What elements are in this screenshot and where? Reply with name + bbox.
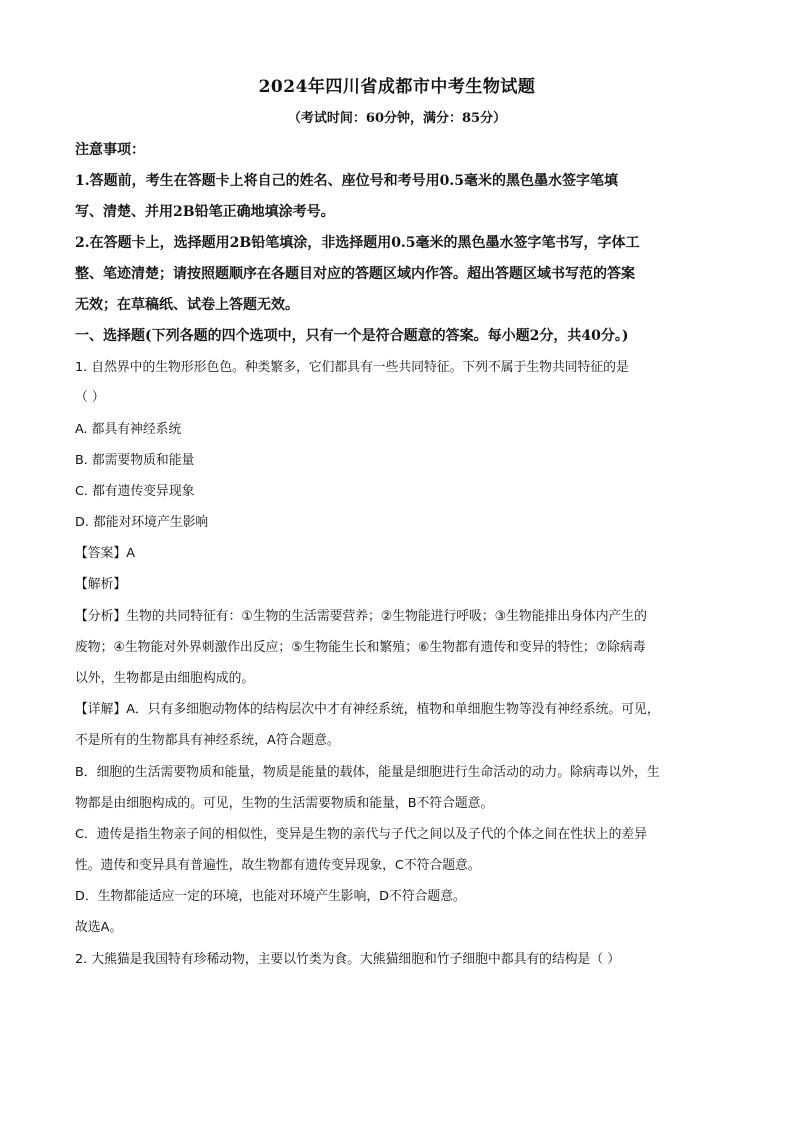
question-1-detail-line-6: 性。遗传和变异具有普遍性，故生物都有遗传变异现象，C不符合题意。 [75, 858, 481, 873]
answer-tag: 【答案】 [75, 546, 127, 561]
question-1-detail-line-2: 不是所有的生物都具有神经系统，A符合题意。 [75, 733, 340, 748]
question-1-detail-line-3: B．细胞的生活需要物质和能量，物质是能量的载体，能量是细胞进行生命活动的动力。除病毒以外，生 [75, 765, 660, 780]
question-1-option-b: B. 都需要物质和能量 [75, 453, 195, 468]
analysis-text: 生物的共同特征有：①生物的生活需要营养；②生物能进行呼吸；③生物能排出身体内产生的 [126, 609, 647, 624]
question-1-detail-line-5: C．遗传是指生物亲子间的相似性，变异是生物的亲代与子代之间以及子代的个体之间在性状上的差异 [75, 827, 647, 842]
question-1-conclusion: 故选A。 [75, 920, 123, 935]
question-1-analysis-line-2: 废物；④生物能对外界刺激作出反应；⑤生物能生长和繁殖；⑥生物都有遗传和变异的特性；⑦除病毒 [75, 640, 646, 655]
question-1-analysis-line-3: 以外，生物都是由细胞构成的。 [75, 671, 255, 686]
page-title: 2024年四川省成都市中考生物试题 [258, 77, 536, 97]
question-2-stem: 2. 大熊猫是我国特有珍稀动物，主要以竹类为食。大熊猫细胞和竹子细胞中都具有的结构是（ ） [75, 952, 621, 967]
analysis-tag: 【分析】 [75, 609, 127, 624]
question-1-answer [75, 544, 725, 564]
detail-tag: 【详解】 [75, 702, 127, 717]
notes-heading: 注意事项： [75, 142, 145, 158]
exam-info: （考试时间：60分钟，满分：85分） [287, 111, 507, 126]
detail-text: A．只有多细胞动物体的结构层次中才有神经系统，植物和单细胞生物等没有神经系统。可见， [126, 702, 660, 717]
question-1-detail-line-7: D．生物都能适应一定的环境，也能对环境产生影响，D不符合题意。 [75, 889, 466, 904]
question-1-jiexi-tag: 【解析】 [75, 577, 127, 592]
question-1-analysis-line-1 [75, 607, 725, 627]
question-1-detail-line-4: 物都是由细胞构成的。可见，生物的生活需要物质和能量，B不符合题意。 [75, 796, 494, 811]
notes-item-1-line-2: 写、清楚、并用2B铅笔正确地填涂考号。 [75, 204, 335, 220]
notes-item-2-line-3: 无效；在草稿纸、试卷上答题无效。 [75, 297, 299, 313]
section-heading: 一、选择题(下列各题的四个选项中，只有一个是符合题意的答案。每小题2分，共40分。) [75, 328, 629, 344]
question-1-stem: 1. 自然界中的生物形形色色。种类繁多，它们都具有一些共同特征。下列不属于生物共同特征的是 [75, 360, 629, 375]
answer-value: A [126, 546, 135, 561]
notes-item-1-line-1: 1.答题前，考生在答题卡上将自己的姓名、座位号和考号用0.5毫米的黑色墨水签字笔填 [75, 173, 618, 189]
question-1-detail-line-1 [75, 700, 725, 720]
question-1-option-c: C. 都有遗传变异现象 [75, 484, 195, 499]
notes-item-2-line-1: 2.在答题卡上，选择题用2B铅笔填涂，非选择题用0.5毫米的黑色墨水签字笔书写，字体工 [75, 235, 640, 251]
question-1-option-a: A. 都具有神经系统 [75, 422, 182, 437]
notes-item-2-line-2: 整、笔迹清楚；请按照题顺序在各题目对应的答题区域内作答。超出答题区域书写范的答案 [75, 266, 635, 282]
question-1-bracket: （ ） [75, 390, 105, 405]
question-1-option-d: D. 都能对环境产生影响 [75, 515, 209, 530]
